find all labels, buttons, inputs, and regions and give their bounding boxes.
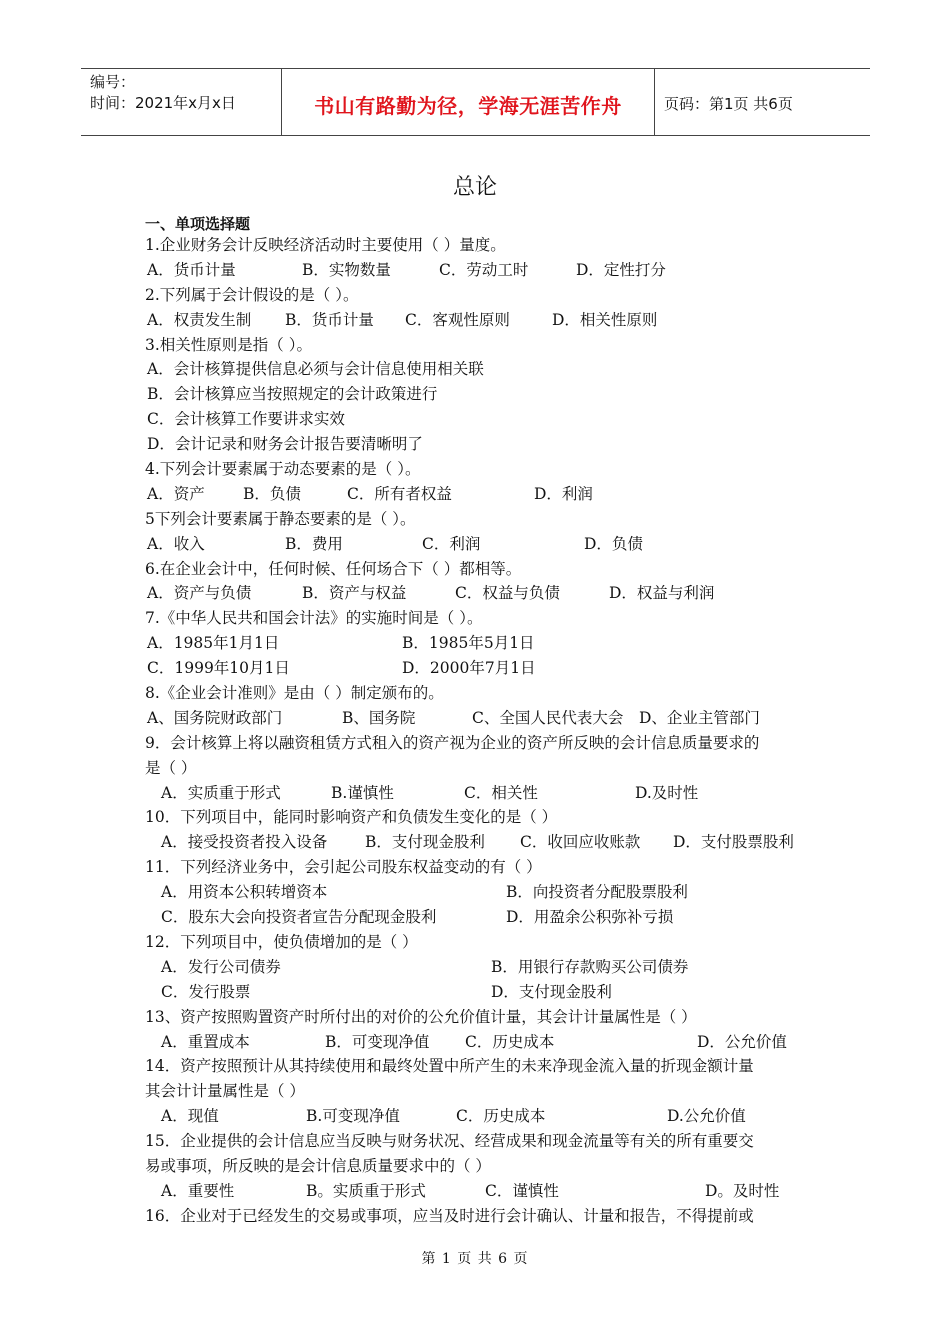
option-row xyxy=(145,532,810,557)
answer-option: A．用资本公积转增资本 xyxy=(161,883,328,902)
option-row xyxy=(145,980,810,1005)
answer-option: A．会计核算提供信息必须与会计信息使用相关联 xyxy=(147,360,484,379)
option-row xyxy=(145,905,810,930)
question-stem: 1.企业财务会计反映经济活动时主要使用（ ）量度。 xyxy=(145,236,506,254)
document-date-label: 时间：2021年x月x日 xyxy=(90,94,236,112)
answer-option: C．权益与负债 xyxy=(455,584,560,603)
question-text xyxy=(145,333,810,358)
question-stem: 13、资产按照购置资产时所付出的对价的公允价值计量，其会计计量属性是（ ） xyxy=(145,1007,697,1026)
question-text xyxy=(145,1079,810,1104)
question-stem: 易或事项，所反映的是会计信息质量要求中的（ ） xyxy=(145,1156,491,1175)
header-meta xyxy=(90,72,236,114)
answer-option: A、国务院财政部门 xyxy=(147,708,283,727)
page-title: 总论 xyxy=(452,175,497,200)
header-page-info: 页码：第1页 共6页 xyxy=(664,95,793,113)
answer-option: C．谨慎性 xyxy=(485,1181,559,1200)
answer-option: D．2000年7月1日 xyxy=(402,659,536,678)
answer-option: B．负债 xyxy=(243,484,301,503)
answer-option: B．资产与权益 xyxy=(302,584,407,603)
question-text xyxy=(145,1005,810,1030)
option-row xyxy=(145,656,810,681)
answer-option: A．重要性 xyxy=(161,1181,235,1200)
answer-option: C．会计核算工作要讲求实效 xyxy=(147,410,345,429)
option-row xyxy=(145,706,810,731)
answer-option: D.及时性 xyxy=(635,783,699,802)
answer-option: A．实质重于形式 xyxy=(161,783,281,802)
option-row xyxy=(145,631,810,656)
question-text xyxy=(145,557,810,582)
answer-option: A．资产与负债 xyxy=(147,584,252,603)
answer-option: C．历史成本 xyxy=(465,1032,555,1051)
answer-option: D．支付现金股利 xyxy=(491,982,612,1001)
answer-option: D．公允价值 xyxy=(697,1032,787,1051)
answer-option: C．1999年10月1日 xyxy=(147,659,290,678)
answer-option: D．用盈余公积弥补亏损 xyxy=(506,908,674,927)
answer-option: B．用银行存款购买公司债券 xyxy=(491,957,689,976)
answer-option: C．相关性 xyxy=(464,783,538,802)
answer-option: C．劳动工时 xyxy=(439,260,529,279)
answer-option: B．可变现净值 xyxy=(325,1032,430,1051)
answer-option: C．历史成本 xyxy=(456,1107,546,1126)
answer-option: A．现值 xyxy=(161,1107,219,1126)
option-row xyxy=(145,955,810,980)
question-stem: 6.在企业会计中，任何时候、任何场合下（ ）都相等。 xyxy=(145,559,522,578)
answer-option: C、全国人民代表大会 xyxy=(472,708,624,727)
question-text xyxy=(145,233,810,258)
option-row xyxy=(145,1104,810,1129)
question-stem: 其会计计量属性是（ ） xyxy=(145,1082,305,1101)
question-text xyxy=(145,805,810,830)
option-row xyxy=(145,781,810,806)
option-row xyxy=(145,258,810,283)
answer-option: A．货币计量 xyxy=(147,260,236,279)
answer-option: A．收入 xyxy=(147,534,205,553)
option-row xyxy=(145,581,810,606)
question-text xyxy=(145,731,810,756)
answer-option: B.可变现净值 xyxy=(306,1107,400,1126)
question-stem: 8.《企业会计准则》是由（ ）制定颁布的。 xyxy=(145,684,444,703)
option-row xyxy=(145,308,810,333)
header-motto: 书山有路勤为径，学海无涯苦作舟 xyxy=(314,94,622,118)
question-text xyxy=(145,930,810,955)
option-row xyxy=(145,432,810,457)
question-text xyxy=(145,1054,810,1079)
question-text xyxy=(145,1154,810,1179)
header-bottom-border xyxy=(81,135,870,136)
option-row xyxy=(145,382,810,407)
answer-option: D．定性打分 xyxy=(576,260,666,279)
answer-option: D．权益与利润 xyxy=(609,584,715,603)
question-stem: 16．企业对于已经发生的交易或事项，应当及时进行会计确认、计量和报告，不得提前或 xyxy=(145,1206,754,1225)
question-text xyxy=(145,1204,810,1229)
option-row xyxy=(145,880,810,905)
answer-option: C．利润 xyxy=(422,534,481,553)
answer-option: C．所有者权益 xyxy=(347,484,452,503)
question-stem: 7.《中华人民共和国会计法》的实施时间是（ ）。 xyxy=(145,609,483,628)
question-stem: 11．下列经济业务中，会引起公司股东权益变动的有（ ） xyxy=(145,858,542,877)
answer-option: B．实物数量 xyxy=(302,260,391,279)
answer-option: C．客观性原则 xyxy=(405,310,510,329)
question-stem: 5下列会计要素属于静态要素的是（ ）。 xyxy=(145,509,416,528)
answer-option: C．发行股票 xyxy=(161,982,251,1001)
option-row xyxy=(145,830,810,855)
answer-option: D.公允价值 xyxy=(667,1107,746,1126)
question-stem: 3.相关性原则是指（ ）。 xyxy=(145,335,312,354)
question-text xyxy=(145,457,810,482)
question-text xyxy=(145,855,810,880)
answer-option: B。实质重于形式 xyxy=(306,1181,426,1200)
answer-option: C．股东大会向投资者宣告分配现金股利 xyxy=(161,908,437,927)
answer-option: D．支付股票股利 xyxy=(673,833,794,852)
answer-option: D．利润 xyxy=(534,484,593,503)
answer-option: D、企业主管部门 xyxy=(639,708,760,727)
option-row xyxy=(145,482,810,507)
question-text xyxy=(145,681,810,706)
answer-option: A．发行公司债券 xyxy=(161,957,281,976)
question-stem: 15．企业提供的会计信息应当反映与财务状况、经营成果和现金流量等有关的所有重要交 xyxy=(145,1132,754,1151)
answer-option: A．重置成本 xyxy=(161,1032,250,1051)
answer-option: D．负债 xyxy=(584,534,643,553)
question-stem: 10．下列项目中，能同时影响资产和负债发生变化的是（ ） xyxy=(145,808,558,827)
answer-option: A．1985年1月1日 xyxy=(147,634,280,653)
answer-option: D．相关性原则 xyxy=(552,310,658,329)
answer-option: D。及时性 xyxy=(705,1181,780,1200)
answer-option: A．权责发生制 xyxy=(147,310,252,329)
option-row xyxy=(145,357,810,382)
answer-option: B．1985年5月1日 xyxy=(402,634,535,653)
option-row xyxy=(145,1030,810,1055)
question-text xyxy=(145,1129,810,1154)
answer-option: B.谨慎性 xyxy=(331,783,394,802)
option-row xyxy=(145,407,810,432)
answer-option: A．接受投资者投入设备 xyxy=(161,833,328,852)
question-stem: 是（ ） xyxy=(145,758,197,777)
answer-option: B．会计核算应当按照规定的会计政策进行 xyxy=(147,385,438,404)
answer-option: B．货币计量 xyxy=(285,310,374,329)
question-stem: 14．资产按照预计从其持续使用和最终处置中所产生的未来净现金流入量的折现金额计量 xyxy=(145,1057,754,1076)
question-text xyxy=(145,606,810,631)
question-stem: 4.下列会计要素属于动态要素的是（ ）。 xyxy=(145,460,421,479)
question-text xyxy=(145,756,810,781)
answer-option: C．收回应收账款 xyxy=(520,833,641,852)
question-text xyxy=(145,507,810,532)
question-text xyxy=(145,283,810,308)
answer-option: B．向投资者分配股票股利 xyxy=(506,883,688,902)
header-top-border xyxy=(81,68,870,69)
section-heading: 一、单项选择题 xyxy=(145,215,251,233)
answer-option: D．会计记录和财务会计报告要清晰明了 xyxy=(147,435,423,454)
answer-option: B．支付现金股利 xyxy=(365,833,485,852)
page-footer: 第 1 页 共 6 页 xyxy=(421,1251,529,1267)
answer-option: B、国务院 xyxy=(342,708,416,727)
question-list xyxy=(145,233,810,1229)
answer-option: A．资产 xyxy=(147,484,205,503)
option-row xyxy=(145,1179,810,1204)
document-number-label: 编号： xyxy=(90,73,136,91)
question-stem: 12．下列项目中，使负债增加的是（ ） xyxy=(145,932,418,951)
header-divider-right xyxy=(654,68,655,136)
answer-option: B．费用 xyxy=(285,534,343,553)
question-stem: 9．会计核算上将以融资租赁方式租入的资产视为企业的资产所反映的会计信息质量要求的 xyxy=(145,733,760,752)
question-stem: 2.下列属于会计假设的是（ ）。 xyxy=(145,285,359,304)
